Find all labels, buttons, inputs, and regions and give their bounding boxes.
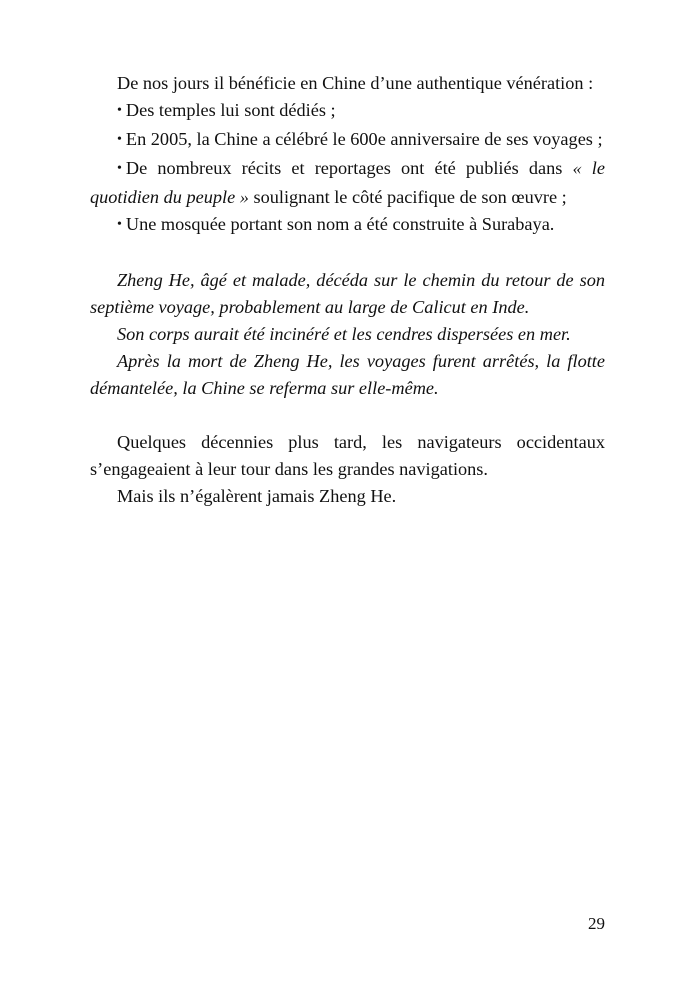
bullet-text: Des temples lui sont dédiés ; — [125, 100, 336, 120]
closing-paragraph-final: Mais ils n’égalèrent jamais Zheng He. — [117, 486, 397, 506]
bullet-icon: • — [117, 161, 122, 176]
bullet-text: En 2005, la Chine a célébré le 600e anniversaire de ses voyages ; — [125, 129, 603, 149]
closing-paragraph-navigators: Quelques décennies plus tard, les navigateurs occidentaux s’engageaient à leur tour dans les grandes navigations. — [90, 432, 605, 479]
bullet-text: De nombreux récits et reportages ont été publiés dans — [125, 158, 573, 178]
page-body — [90, 70, 605, 510]
italic-paragraph-aftermath: Après la mort de Zheng He, les voyages furent arrêtés, la flotte démantelée, la Chine se referma sur elle-même. — [90, 351, 605, 398]
page-number: 29 — [588, 914, 605, 933]
bullet-item-mosque — [90, 211, 605, 240]
italic-paragraph-cremation: Son corps aurait été incinéré et les cendres dispersées en mer. — [117, 324, 571, 344]
newspaper-title: « le quotidien du peuple » — [90, 158, 605, 207]
bullet-icon: • — [117, 132, 122, 147]
paragraph-spacer — [90, 402, 605, 429]
bullet-text: soulignant le côté pacifique de son œuvre ; — [248, 187, 567, 207]
italic-paragraph-death: Zheng He, âgé et malade, décéda sur le chemin du retour de son septième voyage, probablement au large de Calicut en Inde. — [90, 270, 605, 317]
intro-paragraph: De nos jours il bénéficie en Chine d’une authentique vénération : — [117, 73, 594, 93]
bullet-item-anniversary — [90, 126, 605, 155]
bullet-item-temples — [90, 97, 605, 126]
bullet-text: Une mosquée portant son nom a été construite à Surabaya. — [125, 214, 555, 234]
bullet-item-reports — [90, 155, 605, 211]
bullet-icon: • — [117, 103, 122, 118]
bullet-icon: • — [117, 217, 122, 232]
paragraph-spacer — [90, 240, 605, 267]
